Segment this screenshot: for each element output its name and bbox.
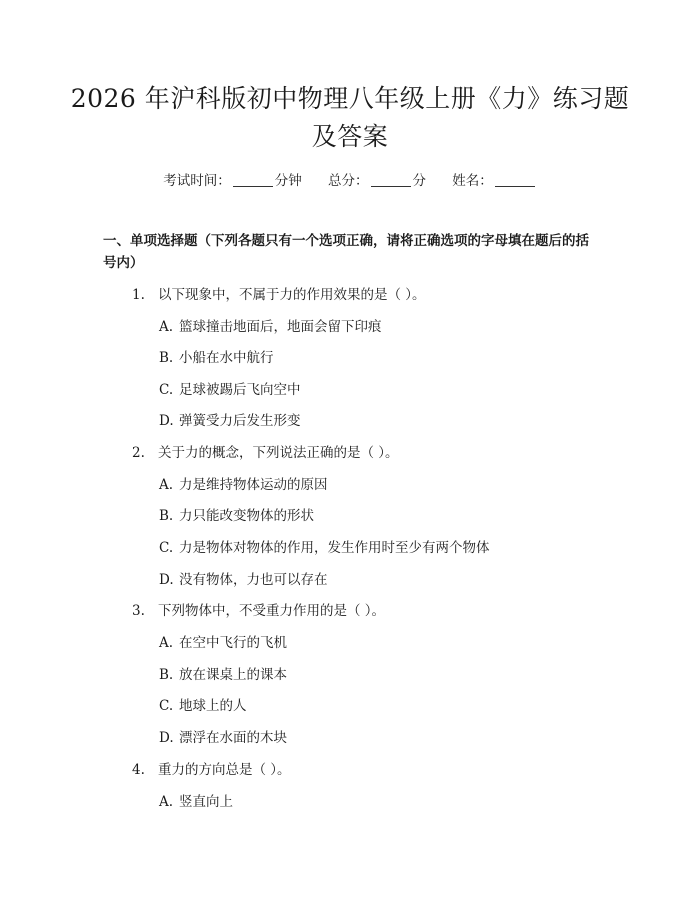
option-text: 篮球撞击地面后，地面会留下印痕 xyxy=(179,319,382,335)
option-letter: C. xyxy=(159,698,174,714)
question-number: 1. xyxy=(132,287,145,303)
exam-time xyxy=(163,169,302,189)
option-item xyxy=(159,536,490,556)
total-score-blank xyxy=(371,173,411,187)
option-item xyxy=(159,346,274,366)
option-text: 力只能改变物体的形状 xyxy=(179,508,314,524)
option-letter: D. xyxy=(159,413,174,429)
option-item xyxy=(159,790,233,810)
option-text: 力是维持物体运动的原因 xyxy=(179,477,328,493)
option-item xyxy=(159,378,301,398)
option-item xyxy=(159,504,314,524)
question-text: 重力的方向总是（ ）。 xyxy=(158,762,291,778)
option-letter: B. xyxy=(159,508,174,524)
option-item xyxy=(159,315,382,335)
option-letter: A. xyxy=(159,319,174,335)
document-title: 2026 年沪科版初中物理八年级上册《力》练习题及答案 xyxy=(70,84,630,151)
option-item xyxy=(159,631,287,651)
exam-time-blank xyxy=(233,173,273,187)
option-item xyxy=(159,694,247,714)
option-letter: B. xyxy=(159,667,174,683)
question-item xyxy=(132,599,385,619)
total-score xyxy=(328,169,426,189)
option-text: 小船在水中航行 xyxy=(179,350,274,366)
option-letter: C. xyxy=(159,540,174,556)
option-item xyxy=(159,473,328,493)
option-text: 弹簧受力后发生形变 xyxy=(179,413,301,429)
option-item xyxy=(159,409,301,429)
question-item xyxy=(132,283,426,303)
question-number: 4. xyxy=(132,762,145,778)
question-number: 3. xyxy=(132,603,145,619)
question-item xyxy=(132,758,291,778)
option-text: 力是物体对物体的作用，发生作用时至少有两个物体 xyxy=(179,540,490,556)
student-name xyxy=(452,169,537,189)
option-letter: D. xyxy=(159,572,174,588)
option-letter: B. xyxy=(159,350,174,366)
question-text: 关于力的概念，下列说法正确的是（ ）。 xyxy=(158,445,399,461)
option-text: 没有物体，力也可以存在 xyxy=(179,572,328,588)
option-item xyxy=(159,663,287,683)
option-item xyxy=(159,726,287,746)
exam-time-unit: 分钟 xyxy=(274,173,302,189)
option-letter: A. xyxy=(159,477,174,493)
option-letter: A. xyxy=(159,794,174,810)
option-item xyxy=(159,568,328,588)
option-letter: C. xyxy=(159,382,174,398)
option-text: 放在课桌上的课本 xyxy=(179,667,287,683)
option-text: 竖直向上 xyxy=(179,794,233,810)
question-text: 以下现象中，不属于力的作用效果的是（ ）。 xyxy=(158,287,426,303)
total-score-label: 总分： xyxy=(328,173,369,189)
option-letter: D. xyxy=(159,730,174,746)
question-item xyxy=(132,441,399,461)
exam-meta xyxy=(0,169,700,189)
exam-time-label: 考试时间： xyxy=(163,173,231,189)
option-text: 漂浮在水面的木块 xyxy=(179,730,287,746)
option-letter: A. xyxy=(159,635,174,651)
question-text: 下列物体中，不受重力作用的是（ ）。 xyxy=(158,603,386,619)
total-score-unit: 分 xyxy=(412,173,426,189)
student-name-blank xyxy=(495,173,535,187)
option-text: 地球上的人 xyxy=(179,698,247,714)
student-name-label: 姓名： xyxy=(452,173,493,189)
option-text: 足球被踢后飞向空中 xyxy=(179,382,301,398)
option-text: 在空中飞行的飞机 xyxy=(179,635,287,651)
question-number: 2. xyxy=(132,445,145,461)
section-heading: 一、单项选择题（下列各题只有一个选项正确，请将正确选项的字母填在题后的括号内） xyxy=(103,233,589,271)
